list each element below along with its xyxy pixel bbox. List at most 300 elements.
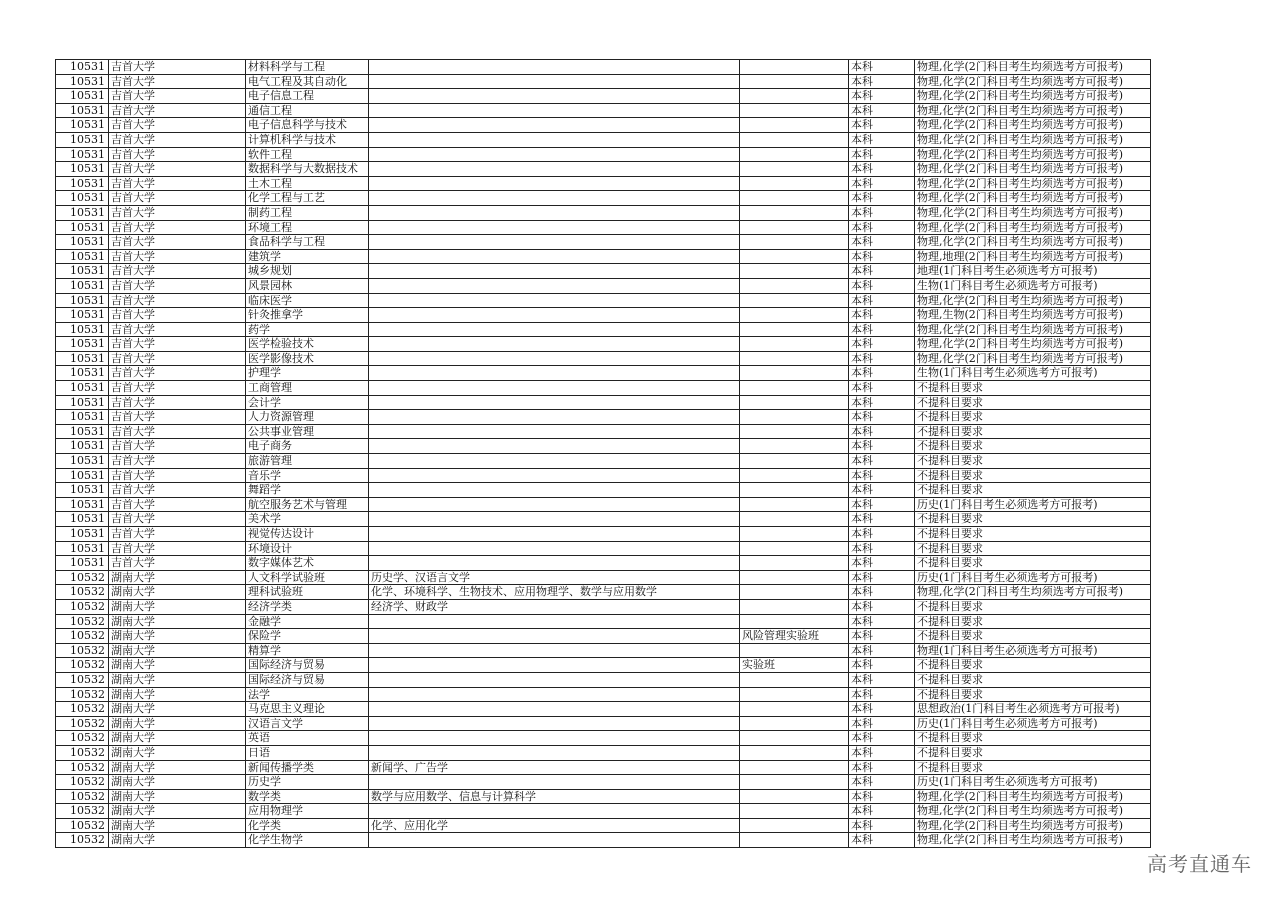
major-name-cell: 电子信息科学与技术	[246, 118, 369, 133]
major-name-cell: 材料科学与工程	[246, 60, 369, 75]
included-majors-cell	[369, 132, 740, 147]
subject-requirement-cell: 物理,化学(2门科目考生均须选考方可报考)	[915, 804, 1151, 819]
subject-requirement-cell: 物理,化学(2门科目考生均须选考方可报考)	[915, 220, 1151, 235]
level-cell: 本科	[849, 132, 915, 147]
school-code-cell: 10531	[56, 118, 109, 133]
included-majors-cell	[369, 556, 740, 571]
class-note-cell	[740, 264, 849, 279]
level-cell: 本科	[849, 176, 915, 191]
subject-requirement-cell: 不提科目要求	[915, 483, 1151, 498]
table-row	[56, 191, 1151, 206]
class-note-cell	[740, 702, 849, 717]
school-code-cell: 10532	[56, 789, 109, 804]
enrollment-table	[55, 59, 1151, 848]
class-note-cell	[740, 74, 849, 89]
school-code-cell: 10531	[56, 264, 109, 279]
class-note-cell	[740, 249, 849, 264]
major-name-cell: 制药工程	[246, 205, 369, 220]
included-majors-cell	[369, 147, 740, 162]
class-note-cell	[740, 512, 849, 527]
major-name-cell: 电子商务	[246, 439, 369, 454]
major-name-cell: 日语	[246, 745, 369, 760]
school-name-cell: 吉首大学	[109, 103, 246, 118]
major-name-cell: 会计学	[246, 395, 369, 410]
school-code-cell: 10531	[56, 497, 109, 512]
subject-requirement-cell: 物理,生物(2门科目考生均须选考方可报考)	[915, 308, 1151, 323]
level-cell: 本科	[849, 395, 915, 410]
major-name-cell: 土木工程	[246, 176, 369, 191]
class-note-cell	[740, 599, 849, 614]
major-name-cell: 汉语言文学	[246, 716, 369, 731]
level-cell: 本科	[849, 60, 915, 75]
school-name-cell: 吉首大学	[109, 512, 246, 527]
included-majors-cell	[369, 658, 740, 673]
included-majors-cell	[369, 293, 740, 308]
class-note-cell	[740, 804, 849, 819]
school-name-cell: 吉首大学	[109, 249, 246, 264]
subject-requirement-cell: 物理,地理(2门科目考生均须选考方可报考)	[915, 249, 1151, 264]
class-note-cell	[740, 439, 849, 454]
school-name-cell: 吉首大学	[109, 497, 246, 512]
table-row	[56, 337, 1151, 352]
subject-requirement-cell: 物理,化学(2门科目考生均须选考方可报考)	[915, 162, 1151, 177]
school-name-cell: 吉首大学	[109, 162, 246, 177]
class-note-cell	[740, 89, 849, 104]
subject-requirement-cell: 不提科目要求	[915, 687, 1151, 702]
level-cell: 本科	[849, 760, 915, 775]
major-name-cell: 公共事业管理	[246, 424, 369, 439]
included-majors-cell	[369, 351, 740, 366]
major-name-cell: 通信工程	[246, 103, 369, 118]
class-note-cell	[740, 162, 849, 177]
table-row	[56, 293, 1151, 308]
level-cell: 本科	[849, 439, 915, 454]
major-name-cell: 城乡规划	[246, 264, 369, 279]
table-row	[56, 264, 1151, 279]
level-cell: 本科	[849, 599, 915, 614]
table-row	[56, 833, 1151, 848]
class-note-cell	[740, 322, 849, 337]
major-name-cell: 视觉传达设计	[246, 527, 369, 542]
major-name-cell: 国际经济与贸易	[246, 672, 369, 687]
included-majors-cell	[369, 176, 740, 191]
class-note-cell	[740, 643, 849, 658]
subject-requirement-cell: 不提科目要求	[915, 731, 1151, 746]
class-note-cell	[740, 410, 849, 425]
subject-requirement-cell: 不提科目要求	[915, 745, 1151, 760]
table-row	[56, 789, 1151, 804]
class-note-cell	[740, 147, 849, 162]
school-name-cell: 吉首大学	[109, 60, 246, 75]
school-code-cell: 10531	[56, 89, 109, 104]
subject-requirement-cell: 物理,化学(2门科目考生均须选考方可报考)	[915, 789, 1151, 804]
subject-requirement-cell: 物理,化学(2门科目考生均须选考方可报考)	[915, 191, 1151, 206]
subject-requirement-cell: 历史(1门科目考生必须选考方可报考)	[915, 716, 1151, 731]
school-name-cell: 吉首大学	[109, 337, 246, 352]
class-note-cell	[740, 541, 849, 556]
major-name-cell: 食品科学与工程	[246, 235, 369, 250]
major-name-cell: 数字媒体艺术	[246, 556, 369, 571]
subject-requirement-cell: 物理(1门科目考生必须选考方可报考)	[915, 643, 1151, 658]
included-majors-cell	[369, 337, 740, 352]
included-majors-cell	[369, 103, 740, 118]
school-code-cell: 10531	[56, 278, 109, 293]
subject-requirement-cell: 不提科目要求	[915, 541, 1151, 556]
table-row	[56, 731, 1151, 746]
included-majors-cell	[369, 745, 740, 760]
included-majors-cell	[369, 278, 740, 293]
school-name-cell: 吉首大学	[109, 264, 246, 279]
level-cell: 本科	[849, 716, 915, 731]
school-code-cell: 10531	[56, 322, 109, 337]
major-name-cell: 马克思主义理论	[246, 702, 369, 717]
school-code-cell: 10531	[56, 308, 109, 323]
school-name-cell: 湖南大学	[109, 804, 246, 819]
included-majors-cell: 化学、环境科学、生物技术、应用物理学、数学与应用数学	[369, 585, 740, 600]
major-name-cell: 历史学	[246, 775, 369, 790]
table-row	[56, 60, 1151, 75]
school-code-cell: 10532	[56, 672, 109, 687]
major-name-cell: 化学工程与工艺	[246, 191, 369, 206]
included-majors-cell	[369, 381, 740, 396]
school-code-cell: 10531	[56, 162, 109, 177]
level-cell: 本科	[849, 833, 915, 848]
table-row	[56, 760, 1151, 775]
school-code-cell: 10532	[56, 687, 109, 702]
included-majors-cell	[369, 439, 740, 454]
school-name-cell: 吉首大学	[109, 410, 246, 425]
subject-requirement-cell: 历史(1门科目考生必须选考方可报考)	[915, 775, 1151, 790]
class-note-cell	[740, 833, 849, 848]
level-cell: 本科	[849, 118, 915, 133]
class-note-cell	[740, 687, 849, 702]
level-cell: 本科	[849, 308, 915, 323]
class-note-cell	[740, 483, 849, 498]
included-majors-cell: 新闻学、广告学	[369, 760, 740, 775]
level-cell: 本科	[849, 89, 915, 104]
level-cell: 本科	[849, 410, 915, 425]
level-cell: 本科	[849, 527, 915, 542]
school-name-cell: 湖南大学	[109, 585, 246, 600]
school-name-cell: 湖南大学	[109, 833, 246, 848]
level-cell: 本科	[849, 191, 915, 206]
school-name-cell: 湖南大学	[109, 702, 246, 717]
included-majors-cell	[369, 322, 740, 337]
table-row	[56, 439, 1151, 454]
school-name-cell: 吉首大学	[109, 483, 246, 498]
school-code-cell: 10532	[56, 643, 109, 658]
school-code-cell: 10531	[56, 556, 109, 571]
included-majors-cell	[369, 833, 740, 848]
school-code-cell: 10531	[56, 381, 109, 396]
level-cell: 本科	[849, 775, 915, 790]
included-majors-cell	[369, 264, 740, 279]
level-cell: 本科	[849, 278, 915, 293]
class-note-cell	[740, 381, 849, 396]
school-name-cell: 吉首大学	[109, 395, 246, 410]
major-name-cell: 工商管理	[246, 381, 369, 396]
included-majors-cell	[369, 541, 740, 556]
included-majors-cell	[369, 235, 740, 250]
subject-requirement-cell: 物理,化学(2门科目考生均须选考方可报考)	[915, 818, 1151, 833]
class-note-cell	[740, 424, 849, 439]
table-row	[56, 322, 1151, 337]
subject-requirement-cell: 生物(1门科目考生必须选考方可报考)	[915, 278, 1151, 293]
level-cell: 本科	[849, 103, 915, 118]
school-code-cell: 10531	[56, 249, 109, 264]
major-name-cell: 计算机科学与技术	[246, 132, 369, 147]
class-note-cell	[740, 454, 849, 469]
included-majors-cell	[369, 410, 740, 425]
table-row	[56, 527, 1151, 542]
school-code-cell: 10532	[56, 629, 109, 644]
school-name-cell: 湖南大学	[109, 745, 246, 760]
major-name-cell: 电气工程及其自动化	[246, 74, 369, 89]
school-code-cell: 10531	[56, 147, 109, 162]
school-name-cell: 吉首大学	[109, 89, 246, 104]
school-code-cell: 10531	[56, 205, 109, 220]
class-note-cell	[740, 731, 849, 746]
subject-requirement-cell: 不提科目要求	[915, 410, 1151, 425]
table-row	[56, 468, 1151, 483]
class-note-cell: 风险管理实验班	[740, 629, 849, 644]
subject-requirement-cell: 生物(1门科目考生必须选考方可报考)	[915, 366, 1151, 381]
subject-requirement-cell: 不提科目要求	[915, 468, 1151, 483]
subject-requirement-cell: 物理,化学(2门科目考生均须选考方可报考)	[915, 118, 1151, 133]
class-note-cell	[740, 497, 849, 512]
subject-requirement-cell: 不提科目要求	[915, 599, 1151, 614]
major-name-cell: 音乐学	[246, 468, 369, 483]
major-name-cell: 软件工程	[246, 147, 369, 162]
class-note-cell	[740, 745, 849, 760]
level-cell: 本科	[849, 366, 915, 381]
table-row	[56, 176, 1151, 191]
level-cell: 本科	[849, 672, 915, 687]
subject-requirement-cell: 不提科目要求	[915, 629, 1151, 644]
table-row	[56, 658, 1151, 673]
level-cell: 本科	[849, 147, 915, 162]
major-name-cell: 环境设计	[246, 541, 369, 556]
class-note-cell	[740, 760, 849, 775]
major-name-cell: 风景园林	[246, 278, 369, 293]
table-row	[56, 74, 1151, 89]
table-row	[56, 147, 1151, 162]
level-cell: 本科	[849, 483, 915, 498]
level-cell: 本科	[849, 745, 915, 760]
level-cell: 本科	[849, 541, 915, 556]
table-row	[56, 804, 1151, 819]
level-cell: 本科	[849, 351, 915, 366]
level-cell: 本科	[849, 658, 915, 673]
included-majors-cell	[369, 483, 740, 498]
school-name-cell: 吉首大学	[109, 235, 246, 250]
subject-requirement-cell: 物理,化学(2门科目考生均须选考方可报考)	[915, 235, 1151, 250]
table-row	[56, 687, 1151, 702]
table-row	[56, 629, 1151, 644]
included-majors-cell	[369, 672, 740, 687]
major-name-cell: 金融学	[246, 614, 369, 629]
table-row	[56, 599, 1151, 614]
school-code-cell: 10531	[56, 512, 109, 527]
level-cell: 本科	[849, 337, 915, 352]
major-name-cell: 保险学	[246, 629, 369, 644]
class-note-cell	[740, 103, 849, 118]
class-note-cell	[740, 176, 849, 191]
table-row	[56, 454, 1151, 469]
subject-requirement-cell: 思想政治(1门科目考生必须选考方可报考)	[915, 702, 1151, 717]
table-row	[56, 818, 1151, 833]
level-cell: 本科	[849, 818, 915, 833]
table-row	[56, 278, 1151, 293]
level-cell: 本科	[849, 585, 915, 600]
subject-requirement-cell: 不提科目要求	[915, 760, 1151, 775]
class-note-cell	[740, 337, 849, 352]
school-name-cell: 吉首大学	[109, 118, 246, 133]
subject-requirement-cell: 物理,化学(2门科目考生均须选考方可报考)	[915, 103, 1151, 118]
school-name-cell: 湖南大学	[109, 599, 246, 614]
school-name-cell: 吉首大学	[109, 308, 246, 323]
school-code-cell: 10531	[56, 103, 109, 118]
school-name-cell: 吉首大学	[109, 541, 246, 556]
school-name-cell: 吉首大学	[109, 556, 246, 571]
school-name-cell: 吉首大学	[109, 322, 246, 337]
included-majors-cell	[369, 118, 740, 133]
included-majors-cell	[369, 366, 740, 381]
school-code-cell: 10531	[56, 454, 109, 469]
class-note-cell	[740, 775, 849, 790]
school-code-cell: 10532	[56, 599, 109, 614]
table-row	[56, 570, 1151, 585]
school-code-cell: 10531	[56, 439, 109, 454]
included-majors-cell	[369, 74, 740, 89]
class-note-cell	[740, 293, 849, 308]
school-code-cell: 10532	[56, 614, 109, 629]
major-name-cell: 新闻传播学类	[246, 760, 369, 775]
subject-requirement-cell: 物理,化学(2门科目考生均须选考方可报考)	[915, 89, 1151, 104]
school-code-cell: 10532	[56, 804, 109, 819]
level-cell: 本科	[849, 205, 915, 220]
school-code-cell: 10532	[56, 775, 109, 790]
school-name-cell: 湖南大学	[109, 716, 246, 731]
class-note-cell	[740, 468, 849, 483]
school-code-cell: 10531	[56, 366, 109, 381]
subject-requirement-cell: 不提科目要求	[915, 556, 1151, 571]
level-cell: 本科	[849, 235, 915, 250]
school-name-cell: 吉首大学	[109, 454, 246, 469]
class-note-cell	[740, 672, 849, 687]
table-row	[56, 220, 1151, 235]
table-row	[56, 235, 1151, 250]
class-note-cell	[740, 818, 849, 833]
level-cell: 本科	[849, 512, 915, 527]
school-name-cell: 吉首大学	[109, 527, 246, 542]
major-name-cell: 人文科学试验班	[246, 570, 369, 585]
table-row	[56, 381, 1151, 396]
included-majors-cell	[369, 702, 740, 717]
school-code-cell: 10532	[56, 731, 109, 746]
school-code-cell: 10531	[56, 176, 109, 191]
subject-requirement-cell: 地理(1门科目考生必须选考方可报考)	[915, 264, 1151, 279]
subject-requirement-cell: 不提科目要求	[915, 672, 1151, 687]
school-name-cell: 湖南大学	[109, 614, 246, 629]
level-cell: 本科	[849, 687, 915, 702]
level-cell: 本科	[849, 497, 915, 512]
school-name-cell: 湖南大学	[109, 629, 246, 644]
included-majors-cell	[369, 614, 740, 629]
major-name-cell: 建筑学	[246, 249, 369, 264]
included-majors-cell: 化学、应用化学	[369, 818, 740, 833]
subject-requirement-cell: 物理,化学(2门科目考生均须选考方可报考)	[915, 293, 1151, 308]
subject-requirement-cell: 不提科目要求	[915, 454, 1151, 469]
major-name-cell: 护理学	[246, 366, 369, 381]
class-note-cell	[740, 527, 849, 542]
school-name-cell: 湖南大学	[109, 789, 246, 804]
table-row	[56, 643, 1151, 658]
table-row	[56, 308, 1151, 323]
included-majors-cell	[369, 454, 740, 469]
subject-requirement-cell: 不提科目要求	[915, 424, 1151, 439]
school-name-cell: 吉首大学	[109, 278, 246, 293]
included-majors-cell: 历史学、汉语言文学	[369, 570, 740, 585]
school-code-cell: 10531	[56, 191, 109, 206]
major-name-cell: 舞蹈学	[246, 483, 369, 498]
subject-requirement-cell: 历史(1门科目考生必须选考方可报考)	[915, 570, 1151, 585]
school-name-cell: 湖南大学	[109, 658, 246, 673]
school-name-cell: 湖南大学	[109, 818, 246, 833]
school-code-cell: 10531	[56, 220, 109, 235]
major-name-cell: 国际经济与贸易	[246, 658, 369, 673]
table-row	[56, 205, 1151, 220]
school-code-cell: 10532	[56, 833, 109, 848]
school-name-cell: 湖南大学	[109, 760, 246, 775]
major-name-cell: 理科试验班	[246, 585, 369, 600]
table-row	[56, 585, 1151, 600]
major-name-cell: 化学类	[246, 818, 369, 833]
school-code-cell: 10532	[56, 745, 109, 760]
subject-requirement-cell: 物理,化学(2门科目考生均须选考方可报考)	[915, 833, 1151, 848]
level-cell: 本科	[849, 162, 915, 177]
table-row	[56, 702, 1151, 717]
class-note-cell	[740, 191, 849, 206]
level-cell: 本科	[849, 322, 915, 337]
level-cell: 本科	[849, 731, 915, 746]
subject-requirement-cell: 物理,化学(2门科目考生均须选考方可报考)	[915, 337, 1151, 352]
table-row	[56, 541, 1151, 556]
class-note-cell	[740, 205, 849, 220]
table-row	[56, 351, 1151, 366]
school-code-cell: 10532	[56, 585, 109, 600]
table-row	[56, 672, 1151, 687]
major-name-cell: 电子信息工程	[246, 89, 369, 104]
school-code-cell: 10531	[56, 541, 109, 556]
table-row	[56, 162, 1151, 177]
class-note-cell	[740, 556, 849, 571]
school-name-cell: 吉首大学	[109, 191, 246, 206]
class-note-cell	[740, 614, 849, 629]
major-name-cell: 医学检验技术	[246, 337, 369, 352]
table-row	[56, 395, 1151, 410]
included-majors-cell	[369, 220, 740, 235]
table-row	[56, 132, 1151, 147]
school-name-cell: 吉首大学	[109, 220, 246, 235]
school-name-cell: 湖南大学	[109, 687, 246, 702]
level-cell: 本科	[849, 74, 915, 89]
school-name-cell: 吉首大学	[109, 351, 246, 366]
included-majors-cell	[369, 424, 740, 439]
subject-requirement-cell: 物理,化学(2门科目考生均须选考方可报考)	[915, 74, 1151, 89]
table-row	[56, 410, 1151, 425]
level-cell: 本科	[849, 556, 915, 571]
